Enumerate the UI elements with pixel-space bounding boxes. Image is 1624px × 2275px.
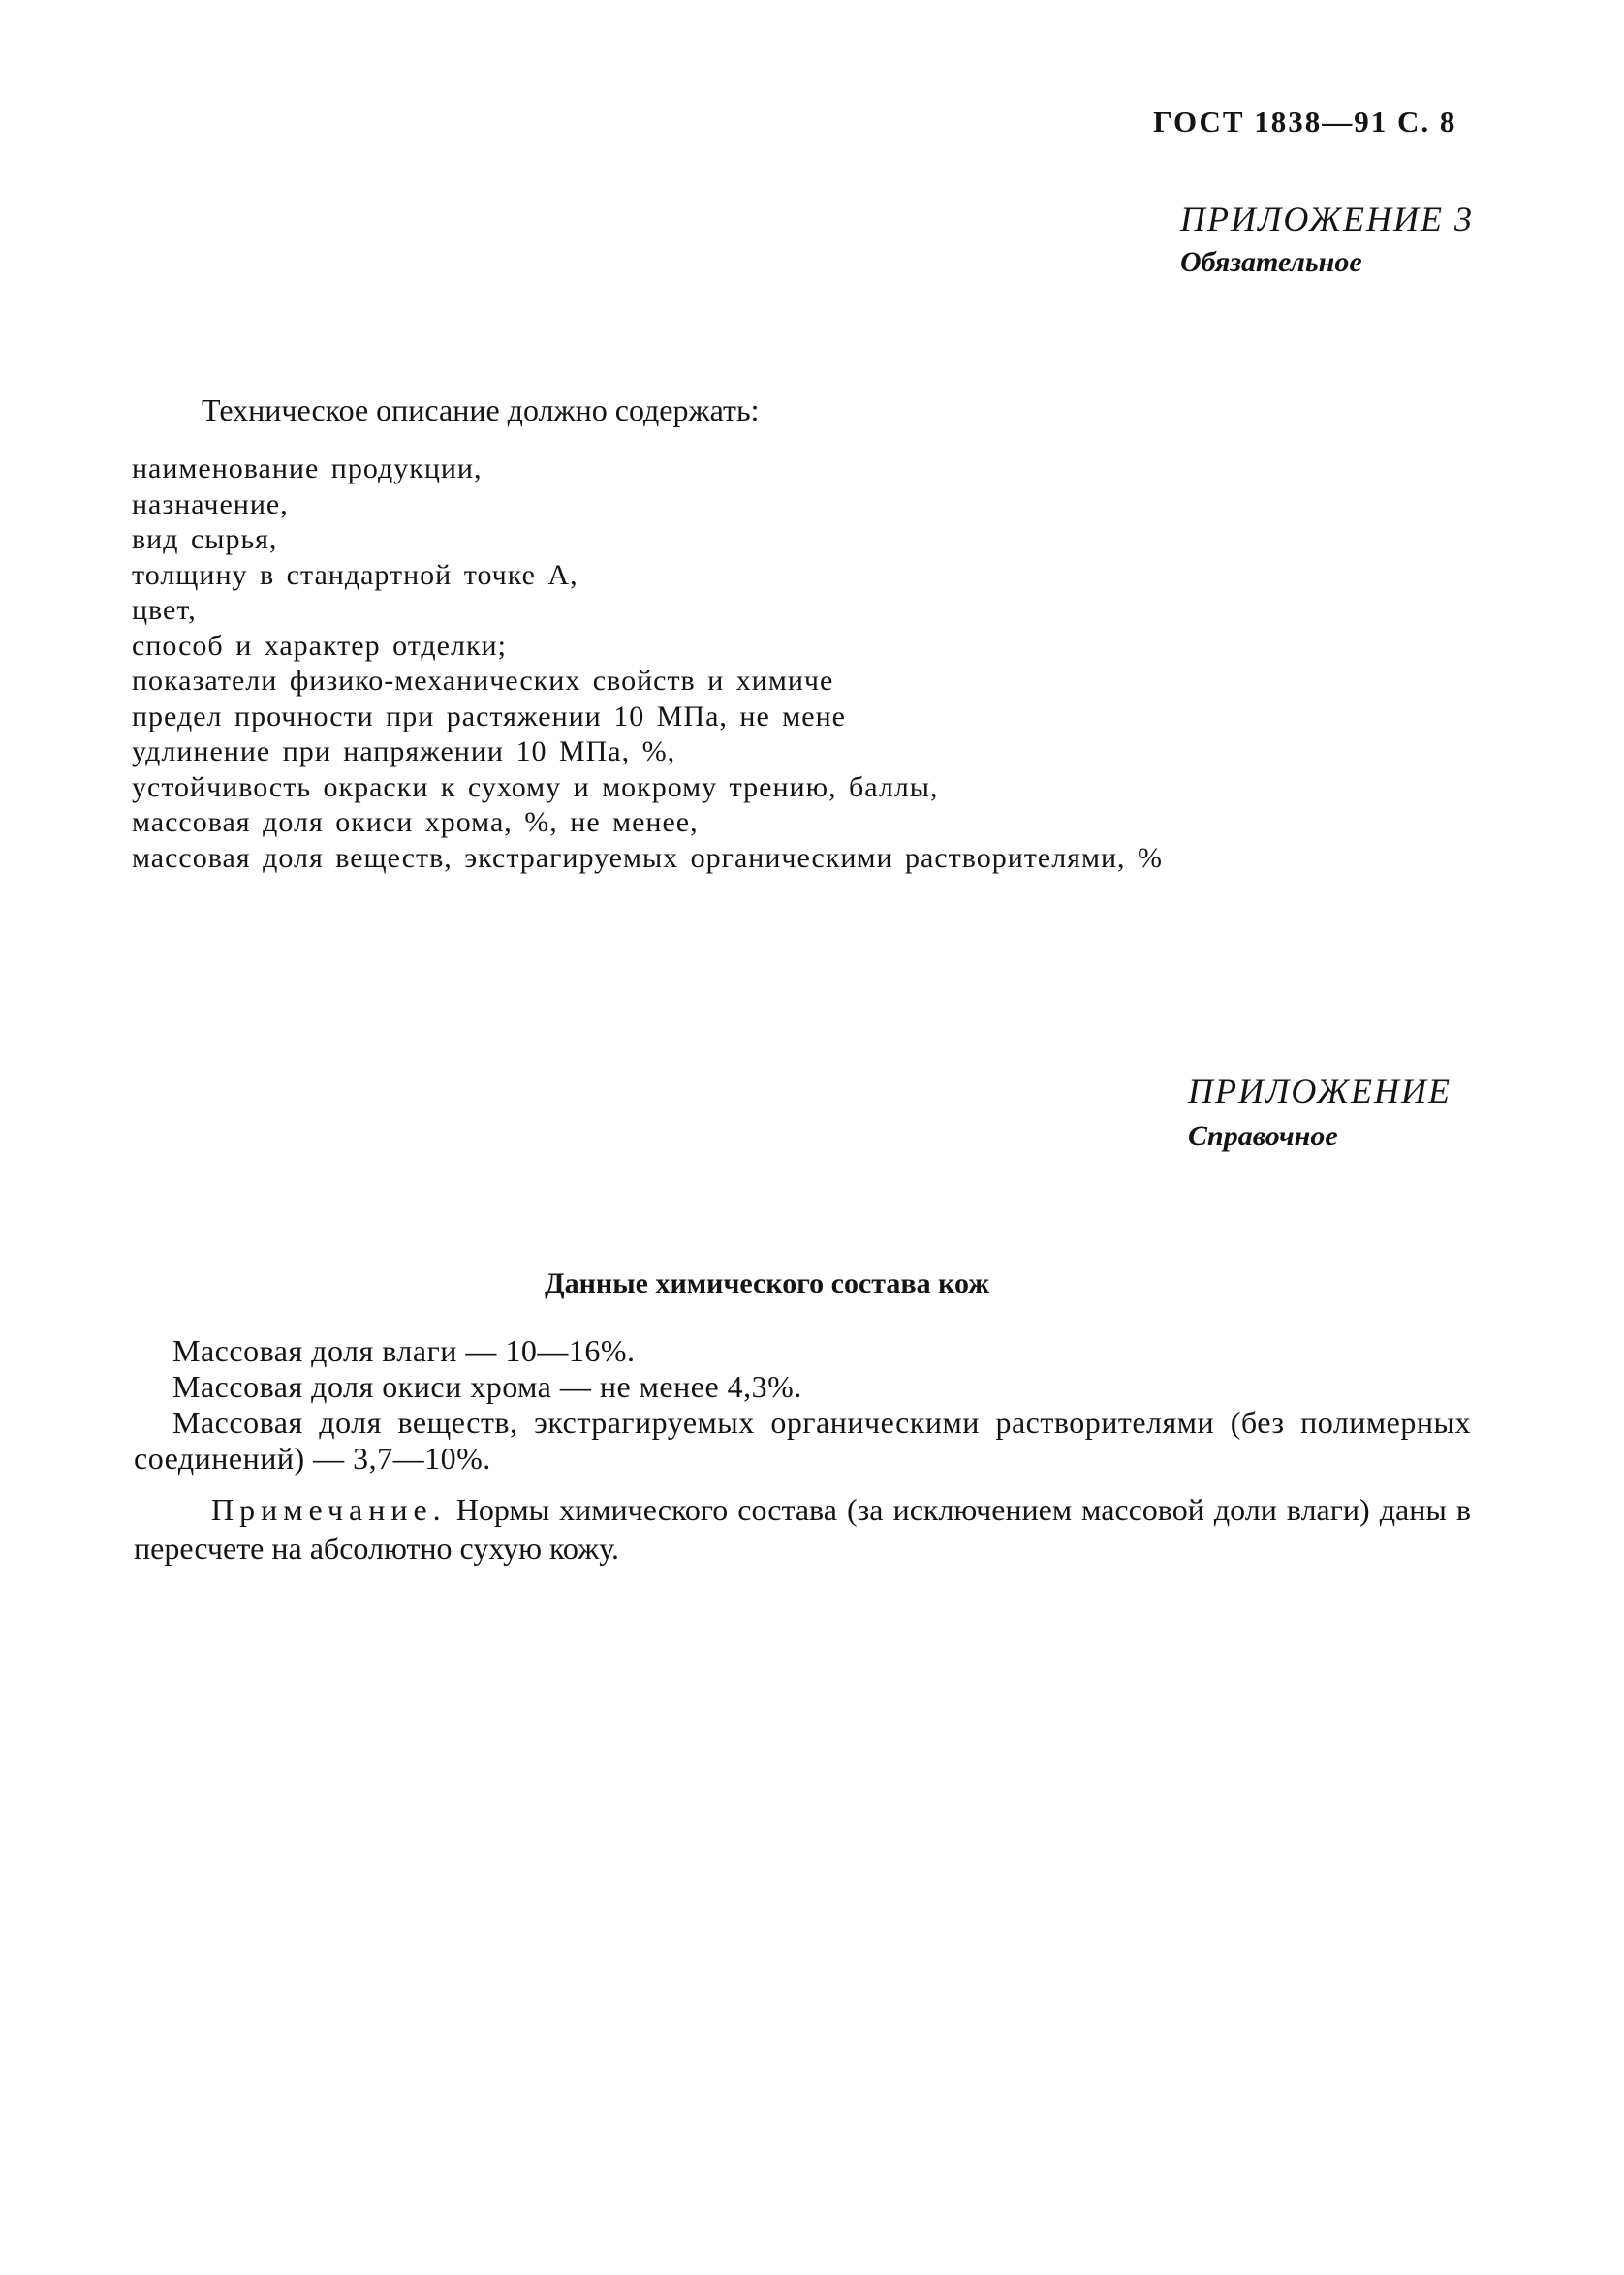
appendix-3-status: Обязательное [1180, 246, 1362, 278]
list-item: удлинение при напряжении 10 МПа, %, [132, 735, 676, 767]
page-header: ГОСТ 1838—91 С. 8 [1153, 105, 1457, 139]
note-text: Нормы химического состава (за исключением массовой доли влаги) даны в пересчете на абсолютно сухую кожу. [134, 1492, 1472, 1566]
list-item: устойчивость окраски к сухому и мокрому трению, баллы, [132, 770, 939, 803]
list-item: показатели физико-механических свойств и химиче [132, 665, 834, 697]
list-item: массовая доля окиси хрома, %, не менее, [132, 806, 699, 838]
chemistry-section-title: Данные химического состава кож [545, 1267, 989, 1299]
list-item: назначение, [132, 487, 289, 520]
appendix-4-title: ПРИЛОЖЕНИЕ [1188, 1072, 1452, 1110]
chemistry-line: Массовая доля веществ, экстрагируемых органическими растворителями (без полимерных соединений) — 3,7—10%. [134, 1405, 1471, 1476]
note-paragraph [134, 1490, 1471, 1568]
list-item: наименование продукции, [132, 452, 483, 484]
chemistry-line: Массовая доля влаги — 10—16%. [172, 1333, 636, 1368]
note-label: Примечание. [211, 1492, 447, 1527]
appendix-4-status: Справочное [1188, 1120, 1338, 1152]
list-item: способ и характер отделки; [132, 629, 507, 662]
list-item: предел прочности при растяжении 10 МПа, не мене [132, 700, 846, 732]
list-item: массовая доля веществ, экстрагируемых органическими растворителями, % [132, 841, 1163, 874]
list-item: цвет, [132, 594, 197, 626]
chemistry-line: Массовая доля окиси хрома — не менее 4,3%. [172, 1369, 802, 1404]
list-item: вид сырья, [132, 523, 278, 555]
requirements-list [132, 452, 1163, 876]
intro-text: Техническое описание должно содержать: [202, 392, 760, 427]
appendix-3-title: ПРИЛОЖЕНИЕ 3 [1180, 200, 1474, 238]
list-item: толщину в стандартной точке А, [132, 558, 578, 591]
chemistry-data [134, 1333, 1471, 1477]
